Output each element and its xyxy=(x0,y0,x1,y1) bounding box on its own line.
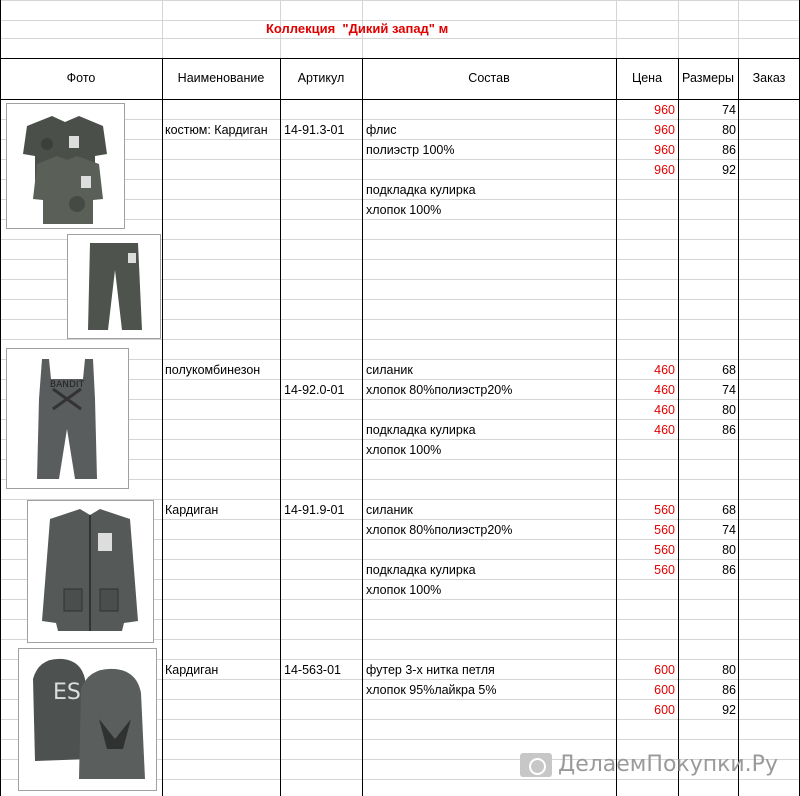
price-value: 960 xyxy=(654,163,675,177)
composition-line: хлопок 100% xyxy=(366,583,442,597)
header-border xyxy=(0,58,800,59)
size-value: 74 xyxy=(722,103,736,117)
price-value: 960 xyxy=(654,123,675,137)
column-border xyxy=(738,58,739,796)
product-article: 14-563-01 xyxy=(284,663,341,677)
size-value: 80 xyxy=(722,403,736,417)
price-value: 600 xyxy=(654,663,675,677)
composition-line: силаник xyxy=(366,503,413,517)
size-value: 80 xyxy=(722,663,736,677)
header-article: Артикул xyxy=(297,71,345,85)
header-sizes: Размеры xyxy=(682,71,734,85)
column-border xyxy=(162,58,163,796)
grid-hline xyxy=(0,38,800,39)
size-value: 86 xyxy=(722,423,736,437)
price-value: 600 xyxy=(654,683,675,697)
header-photo: Фото xyxy=(66,71,96,85)
size-value: 80 xyxy=(722,123,736,137)
product-image-pants xyxy=(67,234,161,339)
composition-line: подкладка кулирка xyxy=(366,183,476,197)
product-name: Кардиган xyxy=(165,503,219,517)
price-value: 560 xyxy=(654,543,675,557)
size-value: 74 xyxy=(722,383,736,397)
composition-line: хлопок 100% xyxy=(366,203,442,217)
composition-line: силаник xyxy=(366,363,413,377)
size-value: 86 xyxy=(722,563,736,577)
price-value: 560 xyxy=(654,503,675,517)
product-image-zip-jacket xyxy=(27,500,154,643)
composition-line: хлопок 95%лайкра 5% xyxy=(366,683,497,697)
price-value: 460 xyxy=(654,423,675,437)
camera-icon xyxy=(520,753,552,777)
size-value: 92 xyxy=(722,163,736,177)
product-name: костюм: Кардиган xyxy=(165,123,268,137)
price-value: 960 xyxy=(654,143,675,157)
composition-line: хлопок 80%полиэстр20% xyxy=(366,383,513,397)
product-article: 14-91.3-01 xyxy=(284,123,345,137)
size-value: 80 xyxy=(722,543,736,557)
composition-line: подкладка кулирка xyxy=(366,563,476,577)
product-image-hooded-cardigan xyxy=(18,648,157,791)
price-value: 460 xyxy=(654,403,675,417)
collection-title: Коллекция "Дикий запад" м xyxy=(266,21,449,36)
price-value: 960 xyxy=(654,103,675,117)
grid-hline xyxy=(0,339,800,340)
composition-line: флис xyxy=(366,123,397,137)
product-name: полукомбинезон xyxy=(165,363,261,377)
header-price: Цена xyxy=(631,71,663,85)
svg-text:ES: ES xyxy=(53,680,81,705)
svg-text:BANDIT: BANDIT xyxy=(49,380,85,390)
size-value: 86 xyxy=(722,143,736,157)
product-article: 14-92.0-01 xyxy=(284,383,345,397)
price-value: 600 xyxy=(654,703,675,717)
watermark-text: ДелаемПокупки.Ру xyxy=(558,752,778,777)
size-value: 92 xyxy=(722,703,736,717)
size-value: 68 xyxy=(722,363,736,377)
header-composition: Состав xyxy=(468,71,510,85)
grid-hline xyxy=(0,0,800,1)
product-image-cardigan-set xyxy=(6,103,125,229)
product-article: 14-91.9-01 xyxy=(284,503,345,517)
product-image-overalls xyxy=(6,348,129,489)
column-border xyxy=(362,58,363,796)
column-border xyxy=(280,58,281,796)
size-value: 68 xyxy=(722,503,736,517)
header-order: Заказ xyxy=(752,71,786,85)
size-value: 74 xyxy=(722,523,736,537)
column-border xyxy=(738,0,739,58)
column-border xyxy=(0,0,1,796)
composition-line: хлопок 80%полиэстр20% xyxy=(366,523,513,537)
header-name: Наименование xyxy=(177,71,265,85)
product-name: Кардиган xyxy=(165,663,219,677)
column-border xyxy=(616,58,617,796)
composition-line: хлопок 100% xyxy=(366,443,442,457)
price-value: 560 xyxy=(654,523,675,537)
composition-line: полиэстр 100% xyxy=(366,143,455,157)
composition-line: футер 3-х нитка петля xyxy=(366,663,495,677)
price-value: 460 xyxy=(654,363,675,377)
price-value: 560 xyxy=(654,563,675,577)
composition-line: подкладка кулирка xyxy=(366,423,476,437)
column-border xyxy=(678,58,679,796)
watermark xyxy=(520,752,778,777)
size-value: 86 xyxy=(722,683,736,697)
price-value: 460 xyxy=(654,383,675,397)
